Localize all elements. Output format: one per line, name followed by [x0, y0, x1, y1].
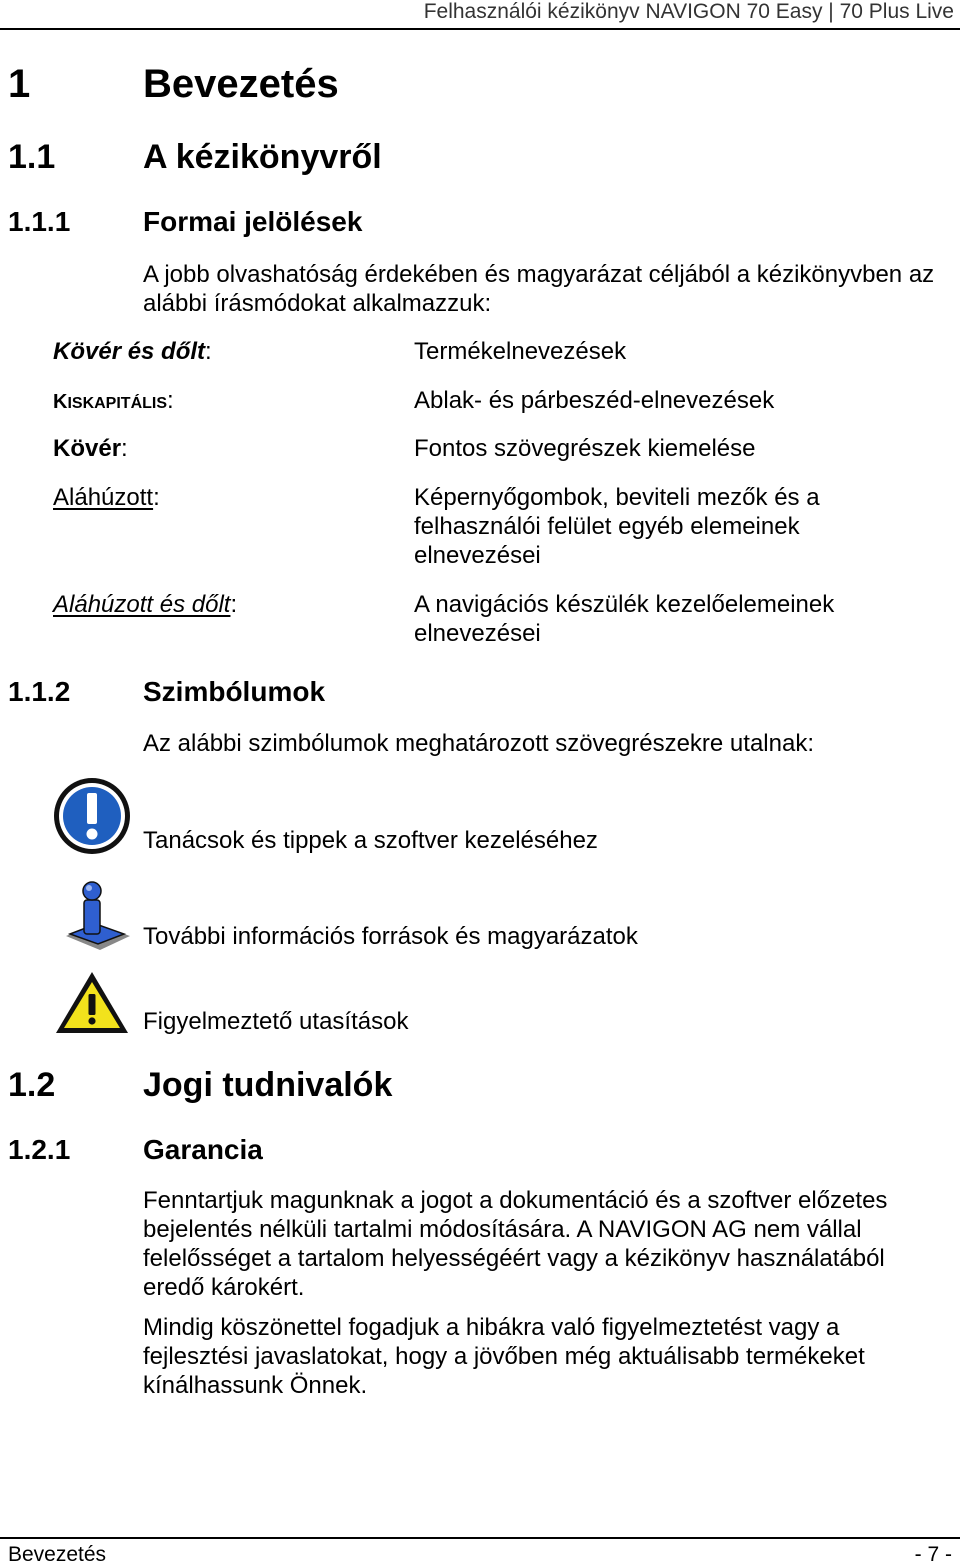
section-1-1-2-title: Szimbólumok [143, 676, 326, 707]
symbol-tips-text: Tanácsok és tippek a szoftver kezeléséhez [143, 827, 598, 854]
exclamation-icon [52, 776, 132, 856]
section-1-2-1-title: Garancia [143, 1134, 263, 1165]
conventions-intro: A jobb olvashatóság érdekében és magyarázat céljából a kézikönyvben az alábbi írásmódokat alkalmazzuk: [143, 261, 935, 317]
footer-rule [0, 1537, 960, 1539]
section-1-2-number: 1.2 [8, 1066, 56, 1104]
desc-underlined-italic: A navigációs készülék kezelőelemeinek elnevezései [414, 591, 835, 647]
term-bold: Kövér: [53, 435, 128, 462]
section-1-1-title: A kézikönyvről [143, 138, 382, 176]
header-rule [0, 28, 960, 30]
info-person-icon [56, 880, 136, 952]
desc-bold: Fontos szövegrészek kiemelése [414, 435, 756, 462]
symbol-warning-text: Figyelmeztető utasítások [143, 1008, 409, 1035]
term-underlined-italic: Aláhúzott és dőlt: [53, 591, 238, 618]
desc-bold-italic: Termékelnevezések [414, 338, 627, 365]
section-1-1-1-title: Formai jelölések [143, 206, 363, 237]
section-1-1-2-number: 1.1.2 [8, 676, 71, 707]
term-underlined: Aláhúzott: [53, 484, 160, 511]
term-bold-italic: Kövér és dőlt: [53, 338, 212, 365]
page-number: - 7 - [914, 1543, 952, 1566]
symbol-info-text: További információs források és magyarázatok [143, 923, 638, 950]
warranty-paragraph-1: Fenntartjuk magunknak a jogot a dokumentáció és a szoftver előzetes bejelentés nélküli tartalmi módosítására. A NAVIGON AG nem vállal felelősséget a tartalom helyességéért vagy a kézikönyv használatából eredő károkért. [143, 1187, 888, 1301]
term-small-caps: KISKAPITÁLIS: [53, 387, 174, 414]
symbols-intro: Az alábbi szimbólumok meghatározott szövegrészekre utalnak: [143, 730, 814, 757]
warranty-paragraph-2: Mindig köszönettel fogadjuk a hibákra való figyelmeztetést vagy a fejlesztési javaslatokat, hogy a jövőben még aktuálisabb termékeket kínálhassunk Önnek. [143, 1314, 865, 1399]
chapter-title: Bevezetés [143, 62, 339, 106]
section-1-2-1-number: 1.2.1 [8, 1134, 71, 1165]
section-1-1-number: 1.1 [8, 138, 56, 176]
section-1-2-title: Jogi tudnivalók [143, 1066, 393, 1104]
chapter-number: 1 [8, 62, 31, 106]
warning-triangle-icon [54, 970, 130, 1036]
footer-section-name: Bevezetés [8, 1543, 107, 1566]
desc-small-caps: Ablak- és párbeszéd-elnevezések [414, 387, 775, 414]
section-1-1-1-number: 1.1.1 [8, 206, 71, 237]
desc-underlined: Képernyőgombok, beviteli mezők és a felhasználói felület egyéb elemeinek elnevezései [414, 484, 820, 569]
running-header: Felhasználói kézikönyv NAVIGON 70 Easy | 70 Plus Live [423, 0, 954, 23]
